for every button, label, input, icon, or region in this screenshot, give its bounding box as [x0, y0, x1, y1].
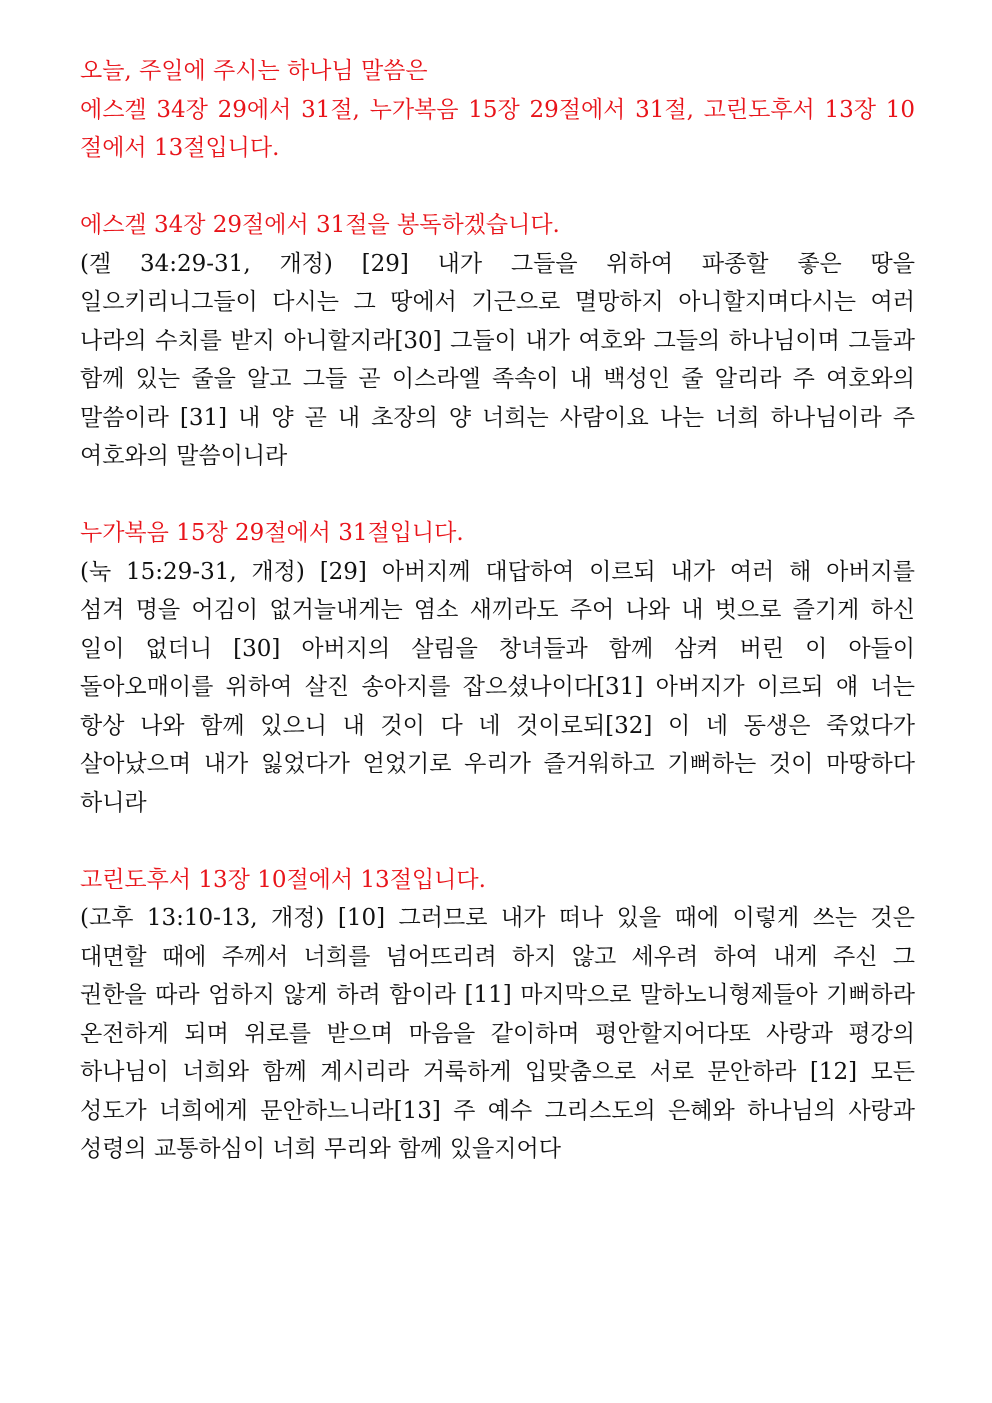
passage-heading: 고린도후서 13장 10절에서 13절입니다.: [80, 866, 486, 893]
passage-line: 하나님이 너희와 함께 계시리라 거룩하게 입맞춤으로 서로 문안하라 [12] 모든: [80, 1059, 915, 1085]
passage-luke: [80, 514, 915, 822]
passage-line: (고후 13:10-13, 개정) [10] 그러므로 내가 떠나 있을 때에 이렇게 쓰는 것은: [80, 905, 915, 931]
passage-line: 항상 나와 함께 있으니 내 것이 다 네 것이로되[32] 이 네 동생은 죽었다가: [80, 712, 915, 739]
intro-line: 에스겔 34장 29에서 31절, 누가복음 15장 29절에서 31절, 고린도후서 13장 10: [80, 96, 915, 123]
passage-line: 여호와의 말씀이니라: [80, 443, 288, 469]
passage-line: 온전하게 되며 위로를 받으며 마음을 같이하며 평안할지어다또 사랑과 평강의: [80, 1020, 915, 1047]
passage-line: 성도가 너희에게 문안하느니라[13] 주 예수 그리스도의 은혜와 하나님의 사랑과: [80, 1097, 915, 1124]
passage-line: 일으키리니그들이 다시는 그 땅에서 기근으로 멸망하지 아니할지며다시는 여러: [80, 289, 915, 315]
passage-heading: 에스겔 34장 29절에서 31절을 봉독하겠습니다.: [80, 212, 560, 238]
paragraph-gap: [80, 476, 915, 515]
document-page: [80, 52, 915, 1169]
passage-line: 살아났으며 내가 잃었다가 얻었기로 우리가 즐거워하고 기뻐하는 것이 마땅하다: [80, 751, 915, 777]
passage-line: 나라의 수치를 받지 아니할지라[30] 그들이 내가 여호와 그들의 하나님이며 그들과: [80, 327, 915, 354]
passage-line: 하니라: [80, 789, 147, 816]
passage-line: (겔 34:29-31, 개정) [29] 내가 그들을 위하여 파종할 좋은 땅을: [80, 250, 915, 277]
intro-line: 오늘, 주일에 주시는 하나님 말씀은: [80, 58, 428, 84]
paragraph-gap: [80, 168, 915, 207]
passage-line: (눅 15:29-31, 개정) [29] 아버지께 대답하여 이르되 내가 여러 해 아버지를: [80, 558, 915, 585]
passage-2corinthians: [80, 861, 915, 1169]
passage-line: 섬겨 명을 어김이 없거늘내게는 염소 새끼라도 주어 나와 내 벗으로 즐기게 하신: [80, 597, 915, 623]
passage-line: 돌아오매이를 위하여 살진 송아지를 잡으셨나이다[31] 아버지가 이르되 얘 너는: [80, 674, 915, 700]
passage-line: 성령의 교통하심이 너희 무리와 함께 있을지어다: [80, 1136, 561, 1162]
passage-heading: 누가복음 15장 29절에서 31절입니다.: [80, 520, 464, 546]
passage-line: 말씀이라 [31] 내 양 곧 내 초장의 양 너희는 사람이요 나는 너희 하나님이라 주: [80, 404, 915, 431]
passage-line: 함께 있는 줄을 알고 그들 곧 이스라엘 족속이 내 백성인 줄 알리라 주 여호와의: [80, 366, 915, 392]
intro-line: 절에서 13절입니다.: [80, 135, 280, 161]
paragraph-gap: [80, 822, 915, 861]
passage-line: 권한을 따라 엄하지 않게 하려 함이라 [11] 마지막으로 말하노니형제들아 기뻐하라: [80, 982, 915, 1008]
passage-ezekiel: [80, 206, 915, 476]
passage-line: 대면할 때에 주께서 너희를 넘어뜨리려 하지 않고 세우려 하여 내게 주신 그: [80, 943, 915, 970]
intro-block: [80, 52, 915, 168]
passage-line: 일이 없더니 [30] 아버지의 살림을 창녀들과 함께 삼켜 버린 이 아들이: [80, 635, 915, 662]
